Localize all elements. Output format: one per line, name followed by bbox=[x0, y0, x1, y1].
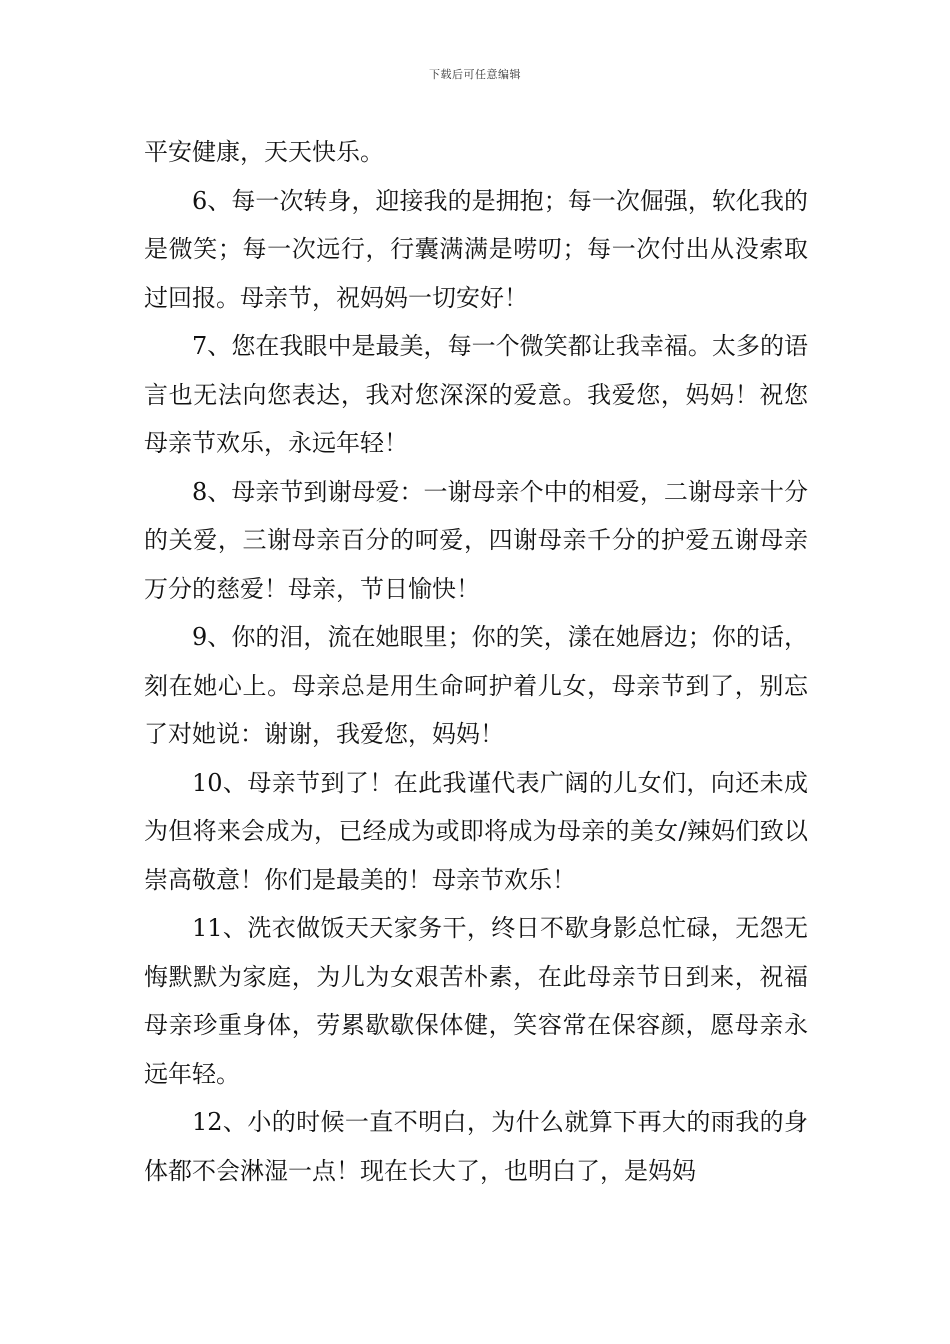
paragraph-8: 8、母亲节到谢母爱：一谢母亲个中的相爱，二谢母亲十分的关爱，三谢母亲百分的呵爱，四谢母亲千分的护爱五谢母亲万分的慈爱！母亲，节日愉快！ bbox=[144, 477, 808, 603]
paragraph-10: 10、母亲节到了！在此我谨代表广阔的儿女们，向还未成为但将来会成为，已经成为或即将成为母亲的美女/辣妈们致以崇高敬意！你们是最美的！母亲节欢乐！ bbox=[144, 768, 808, 894]
document-body bbox=[144, 128, 808, 1195]
paragraph-6: 6、每一次转身，迎接我的是拥抱；每一次倔强，软化我的是微笑；每一次远行，行囊满满是唠叨；每一次付出从没索取过回报。母亲节，祝妈妈一切安好！ bbox=[144, 186, 808, 312]
paragraph-1: 平安健康，天天快乐。 bbox=[144, 138, 384, 166]
paragraph-7: 7、您在我眼中是最美，每一个微笑都让我幸福。太多的语言也无法向您表达，我对您深深的爱意。我爱您，妈妈！祝您母亲节欢乐，永远年轻！ bbox=[144, 332, 808, 457]
paragraph-12: 12、小的时候一直不明白，为什么就算下再大的雨我的身体都不会淋湿一点！现在长大了，也明白了，是妈妈 bbox=[144, 1108, 808, 1185]
paragraph-9: 9、你的泪，流在她眼里；你的笑，漾在她唇边；你的话，刻在她心上。母亲总是用生命呵护着儿女，母亲节到了，别忘了对她说：谢谢，我爱您，妈妈！ bbox=[144, 623, 808, 748]
paragraph-11: 11、洗衣做饭天天家务干，终日不歇身影总忙碌，无怨无悔默默为家庭，为儿为女艰苦朴素，在此母亲节日到来，祝福母亲珍重身体，劳累歇歇保体健，笑容常在保容颜，愿母亲永远年轻。 bbox=[144, 914, 808, 1088]
page-header: 下载后可任意编辑 bbox=[429, 68, 521, 81]
